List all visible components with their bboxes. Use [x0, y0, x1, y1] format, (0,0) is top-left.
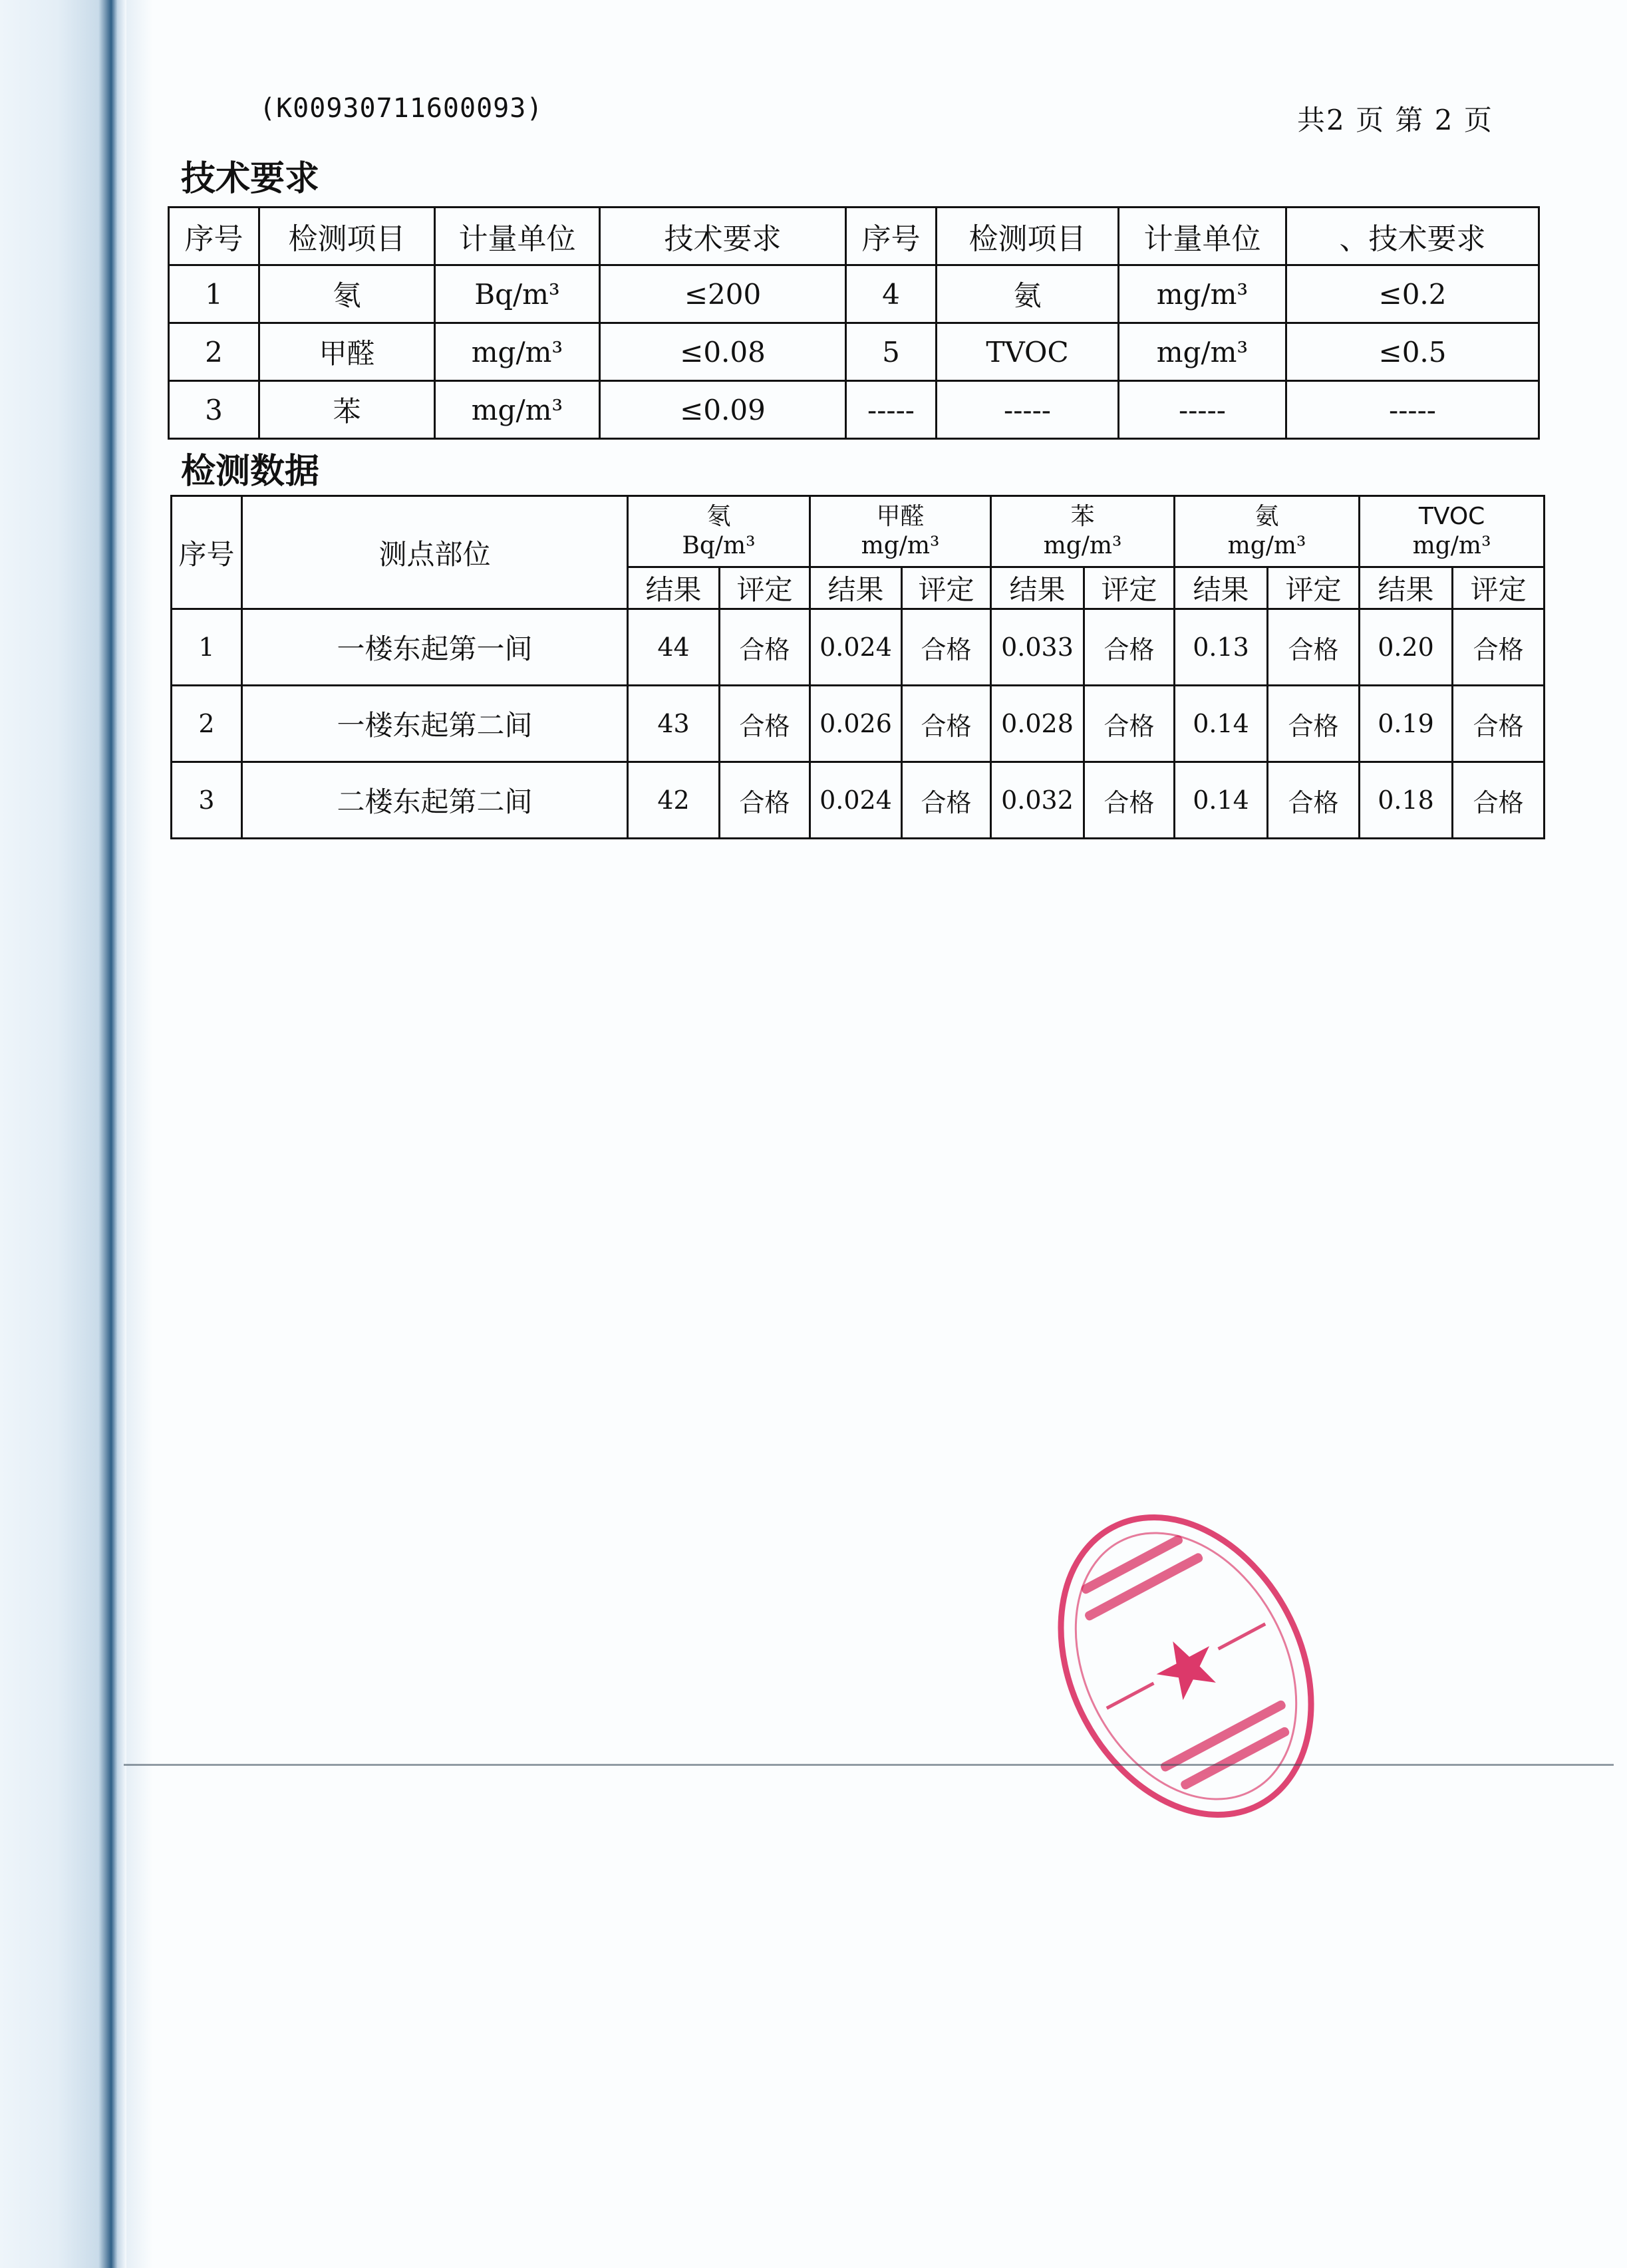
- table-row: [172, 686, 1545, 762]
- requirements-row: [169, 323, 1539, 381]
- scan-edge-shadow: [0, 0, 126, 2268]
- eval-cell: 合格: [720, 762, 810, 839]
- req-unit: mg/m³: [435, 323, 600, 381]
- requirements-table: [168, 206, 1540, 440]
- eval-cell: 合格: [1268, 686, 1360, 762]
- row-location: 一楼东起第一间: [242, 609, 628, 686]
- row-no: 2: [172, 686, 242, 762]
- pollutant-header: [628, 496, 810, 567]
- req-no: 5: [846, 323, 937, 381]
- eval-subheader: 评定: [1268, 567, 1360, 609]
- requirements-row: [169, 381, 1539, 439]
- data-no-header: 序号: [172, 496, 242, 609]
- header-cell: 序号: [169, 208, 259, 265]
- row-no: 3: [172, 762, 242, 839]
- pollutant-name: TVOC: [1418, 503, 1485, 530]
- table-row: [172, 609, 1545, 686]
- result-cell: 0.028: [991, 686, 1084, 762]
- req-limit: ≤0.2: [1286, 265, 1539, 323]
- pollutant-header: [810, 496, 991, 567]
- eval-cell: 合格: [720, 609, 810, 686]
- req-item: TVOC: [937, 323, 1119, 381]
- document-code: (K00930711600093): [259, 93, 543, 124]
- pollutant-header: [1360, 496, 1545, 567]
- page-number: 共2 页 第 2 页: [1297, 104, 1493, 136]
- eval-cell: 合格: [1084, 609, 1175, 686]
- eval-subheader: 评定: [1084, 567, 1175, 609]
- result-cell: 43: [628, 686, 720, 762]
- eval-cell: 合格: [720, 686, 810, 762]
- eval-cell: 合格: [902, 686, 991, 762]
- header-cell: 序号: [846, 208, 937, 265]
- eval-cell: 合格: [902, 609, 991, 686]
- result-cell: 0.026: [810, 686, 902, 762]
- header-cell: 计量单位: [1119, 208, 1286, 265]
- data-location-header: 测点部位: [242, 496, 628, 609]
- result-cell: 0.19: [1360, 686, 1453, 762]
- header-cell: 技术要求: [600, 208, 846, 265]
- req-limit: ≤200: [600, 265, 846, 323]
- data-header-row: [172, 496, 1545, 567]
- req-item: 氡: [259, 265, 435, 323]
- req-limit: ≤0.09: [600, 381, 846, 439]
- eval-cell: 合格: [1268, 609, 1360, 686]
- req-item: 氨: [937, 265, 1119, 323]
- req-limit: ≤0.5: [1286, 323, 1539, 381]
- req-limit: ≤0.08: [600, 323, 846, 381]
- requirements-title: 技术要求: [181, 159, 320, 199]
- result-cell: 44: [628, 609, 720, 686]
- req-item: 苯: [259, 381, 435, 439]
- requirements-row: [169, 265, 1539, 323]
- result-subheader: 结果: [1175, 567, 1268, 609]
- result-cell: 0.024: [810, 762, 902, 839]
- eval-cell: 合格: [1268, 762, 1360, 839]
- result-subheader: 结果: [628, 567, 720, 609]
- req-no: 3: [169, 381, 259, 439]
- result-subheader: 结果: [1360, 567, 1453, 609]
- req-no: 1: [169, 265, 259, 323]
- pollutant-name: 氨: [1255, 503, 1279, 530]
- row-location: 一楼东起第二间: [242, 686, 628, 762]
- req-unit: mg/m³: [1119, 265, 1286, 323]
- pollutant-unit: mg/m³: [1043, 532, 1122, 559]
- data-title: 检测数据: [181, 452, 320, 492]
- eval-cell: 合格: [1453, 762, 1545, 839]
- header-cell: 检测项目: [937, 208, 1119, 265]
- eval-subheader: 评定: [720, 567, 810, 609]
- pollutant-name: 甲醛: [876, 503, 925, 530]
- scan-edge-fade: [126, 0, 153, 2268]
- result-cell: 0.13: [1175, 609, 1268, 686]
- req-unit: -----: [1119, 381, 1286, 439]
- eval-cell: 合格: [902, 762, 991, 839]
- result-cell: 0.14: [1175, 686, 1268, 762]
- company-seal-stamp: [1056, 1493, 1316, 1839]
- req-unit: mg/m³: [1119, 323, 1286, 381]
- eval-subheader: 评定: [1453, 567, 1545, 609]
- pollutant-header: [1175, 496, 1360, 567]
- header-cell: 计量单位: [435, 208, 600, 265]
- row-location: 二楼东起第二间: [242, 762, 628, 839]
- pollutant-name: 氡: [706, 503, 731, 530]
- result-subheader: 结果: [810, 567, 902, 609]
- pollutant-unit: mg/m³: [1412, 532, 1491, 559]
- eval-cell: 合格: [1453, 686, 1545, 762]
- req-no: 2: [169, 323, 259, 381]
- pollutant-header: [991, 496, 1175, 567]
- result-subheader: 结果: [991, 567, 1084, 609]
- req-unit: Bq/m³: [435, 265, 600, 323]
- pollutant-unit: mg/m³: [861, 532, 940, 559]
- data-table: [170, 495, 1545, 839]
- requirements-header-row: [169, 208, 1539, 265]
- eval-cell: 合格: [1084, 686, 1175, 762]
- result-cell: 0.032: [991, 762, 1084, 839]
- req-no: 4: [846, 265, 937, 323]
- result-cell: 42: [628, 762, 720, 839]
- req-limit: -----: [1286, 381, 1539, 439]
- pollutant-unit: mg/m³: [1227, 532, 1306, 559]
- req-no: -----: [846, 381, 937, 439]
- result-cell: 0.033: [991, 609, 1084, 686]
- eval-cell: 合格: [1453, 609, 1545, 686]
- req-unit: mg/m³: [435, 381, 600, 439]
- result-cell: 0.20: [1360, 609, 1453, 686]
- pollutant-name: 苯: [1070, 503, 1095, 530]
- req-item: 甲醛: [259, 323, 435, 381]
- row-no: 1: [172, 609, 242, 686]
- pollutant-unit: Bq/m³: [682, 532, 756, 559]
- req-item: -----: [937, 381, 1119, 439]
- eval-cell: 合格: [1084, 762, 1175, 839]
- result-cell: 0.024: [810, 609, 902, 686]
- result-cell: 0.14: [1175, 762, 1268, 839]
- table-row: [172, 762, 1545, 839]
- scan-fold-line: [124, 1764, 1614, 1766]
- header-cell: 、技术要求: [1286, 208, 1539, 265]
- eval-subheader: 评定: [902, 567, 991, 609]
- result-cell: 0.18: [1360, 762, 1453, 839]
- header-cell: 检测项目: [259, 208, 435, 265]
